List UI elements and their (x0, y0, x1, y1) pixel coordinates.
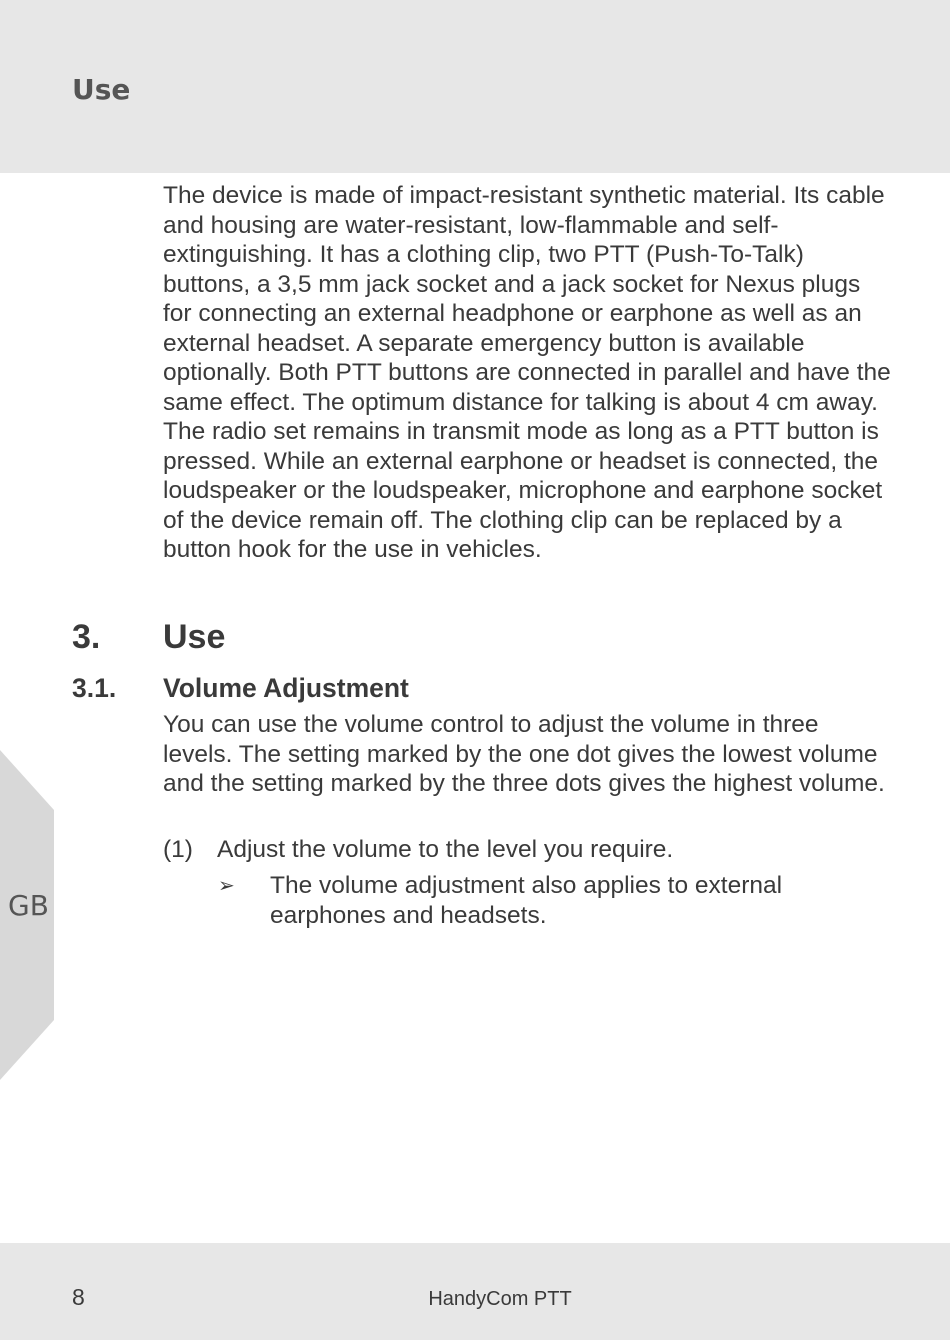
note-text: The volume adjustment also applies to external earphones and headsets. (270, 872, 783, 929)
subsection-number: 3.1. (72, 673, 117, 703)
language-tab-label: GB (8, 889, 49, 922)
footer-product-name: HandyCom PTT (428, 1288, 572, 1310)
section-number: 3. (72, 618, 101, 656)
page-number: 8 (72, 1284, 85, 1310)
page-header-title: Use (72, 73, 131, 106)
intro-paragraph: The device is made of impact-resistant synthetic material. Its cable and housing are water-resistant, low-flammable and self-extinguishing. It has a clothing clip, two PTT (Push-To-Talk) buttons, a 3,5 mm jack socket and a jack socket for Nexus plugs for connecting an external headphone or earphone as well as an external headset. A separate emergency button is available optionally. Both PTT buttons are connected in parallel and have the same effect. The optimum distance for talking is about 4 cm away. The radio set remains in transmit mode as long as a PTT button is pressed. While an external earphone or headset is connected, the loudspeaker or the loudspeaker, microphone and earphone socket of the device remain off. The clothing clip can be replaced by a button hook for the use in vehicles. (163, 182, 891, 563)
volume-paragraph: You can use the volume control to adjust the volume in three levels. The setting marked by the one dot gives the lowest volume and the setting marked by the three dots gives the highest volume. (163, 711, 885, 797)
arrow-bullet-icon: ➢ (218, 873, 235, 897)
section-title: Use (163, 618, 226, 656)
subsection-title: Volume Adjustment (163, 673, 409, 703)
step-text: Adjust the volume to the level you require. (217, 836, 674, 863)
step-number: (1) (163, 836, 193, 863)
header-band (0, 0, 950, 173)
